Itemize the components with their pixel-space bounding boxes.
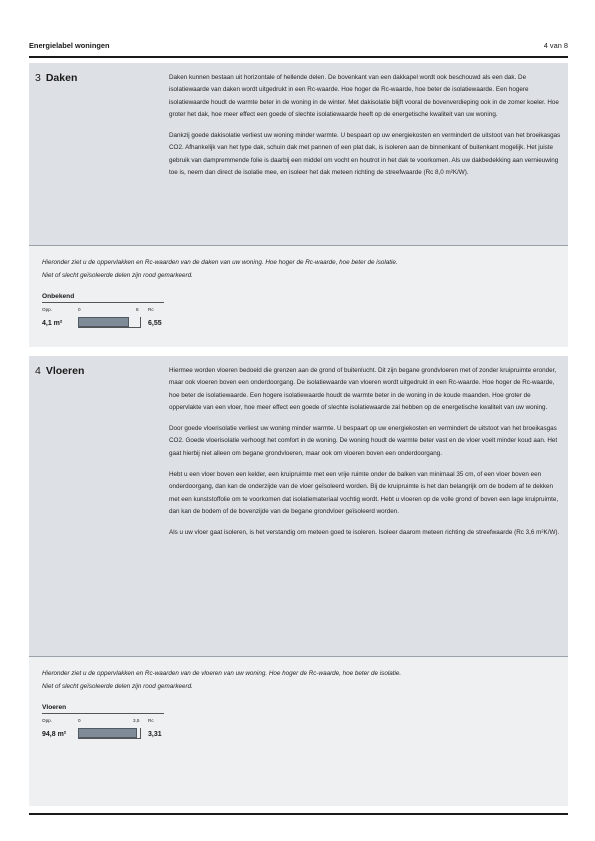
summary-note <box>42 668 552 693</box>
rc-meter <box>42 704 172 742</box>
section-title <box>35 365 84 377</box>
section-heading: Daken <box>45 72 78 84</box>
area-value: 4,1 m² <box>42 320 63 327</box>
section-text <box>169 365 561 549</box>
scale-max: 8 <box>136 307 139 312</box>
section-number: 4 <box>35 365 41 377</box>
paragraph: Hiermee worden vloeren bedoeld die grenzen aan de grond of buitenlucht. Dit zijn begane grondvloeren met of zonder kruipruimte eronder, maar ook vloeren boven een onderdoorgang. De isolatiewaarde van vloeren wordt uitgedrukt in een Rc-waarde. Hoe hoger de Rc-waarde, hoe beter de isolatiewaarde. Een hogere isolatiewaarde houdt de warmte beter in de woning in de koude maanden. Hoe groter de oppervlakte van een vloer, hoe meer effect een goede of slechte isolatiewaarde zal hebben op de energetische kwaliteit van uw woning. <box>169 367 557 411</box>
section-heading: Vloeren <box>45 365 85 377</box>
section-floors <box>29 356 568 806</box>
paragraph: Hebt u een vloer boven een kelder, een kruipruimte met een vrije ruimte onder de balken van minimaal 35 cm, of een vloer boven een onderdoorgang, dan kan de onderzijde van de vloer geïsoleerd worden. Bij de kruipruimte is het dan belangrijk om de bodem af te dekken met een kunststoffolie om te voorkomen dat isolatiemateriaal vochtig wordt. Hebt u vloeren op de volle grond of boven een lage kruipruimte, dan kan de bodem of de bovenzijde van de begane grondvloer geïsoleerd worden. <box>169 471 559 515</box>
rc-bar-track <box>78 317 141 328</box>
rc-value: 3,31 <box>148 731 162 738</box>
opp-label: Opp. <box>42 718 52 723</box>
document-title: Energielabel woningen <box>29 41 110 50</box>
area-value: 94,8 m² <box>42 731 67 738</box>
footer-rule <box>29 813 568 815</box>
scale-min: 0 <box>78 718 81 723</box>
summary-line: Hieronder ziet u de oppervlakken en Rc-waarden van de vloeren van uw woning. Hoe hoger de Rc-waarde, hoe beter de isolatie. <box>42 670 402 677</box>
header-rule <box>29 56 568 58</box>
paragraph: Daken kunnen bestaan uit horizontale of hellende delen. De bovenkant van een dakkapel wordt ook beschouwd als een dak. De isolatiewaarde van daken wordt uitgedrukt in een Rc-waarde. Hoe hoger de Rc-waarde, hoe beter de isolatiewaarde. Een hogere isolatiewaarde houdt de warmte beter in de woning in de winter. Met dakisolatie blijft vooral de bovenverdieping ook in de zomer koeler. Hoe groter het dak, hoe meer effect een goede of slechte isolatiewaarde heeft op de energetische kwaliteit van uw woning. <box>169 74 559 118</box>
scale-max: 3,5 <box>133 718 140 723</box>
meter-title: Vloeren <box>42 704 164 714</box>
summary-line: Niet of slecht geïsoleerde delen zijn rood gemarkeerd. <box>42 682 193 690</box>
opp-label: Opp. <box>42 307 52 312</box>
section-number: 3 <box>35 72 41 84</box>
meter-row <box>42 317 172 331</box>
rc-bar-fill <box>78 728 137 738</box>
rc-bar-track <box>78 728 141 739</box>
meter-labels <box>42 307 172 317</box>
section-floors-summary <box>29 657 568 806</box>
rc-label: Rc <box>148 307 154 312</box>
section-roofs-summary <box>29 246 568 347</box>
paragraph: Als u uw vloer gaat isoleren, is het verstandig om meteen goed te isoleren. Isoleer daarom meteen richting de streefwaarde (Rc 3,6 m²K/W). <box>169 529 560 537</box>
summary-note <box>42 257 552 282</box>
section-roofs <box>29 63 568 347</box>
rc-bar-fill <box>78 317 129 327</box>
page-header <box>29 41 568 53</box>
paragraph: Dankzij goede dakisolatie verliest uw woning minder warmte. U bespaart op uw energiekosten en vermindert de uitstoot van het broeikasgas CO2. Afhankelijk van het type dak, schuin dak met pannen of een plat dak, is isoleren aan de binnenkant of buitenkant mogelijk. Het juiste gebruik van dampremmende folie is daarbij een middel om vocht en houtrot in het dak te voorkomen. Als uw dakbedekking aan vernieuwing toe is, neem dan direct de isolatie mee, en isoleer het dak meteen richting de streefwaarde (Rc 8,0 m²K/W). <box>169 132 561 177</box>
summary-line: Niet of slecht geïsoleerde delen zijn rood gemarkeerd. <box>42 271 193 279</box>
rc-value: 6,55 <box>148 320 162 327</box>
meter-labels <box>42 718 172 728</box>
section-title <box>35 72 77 84</box>
section-text <box>169 72 561 188</box>
meter-row <box>42 728 172 742</box>
rc-meter <box>42 293 172 331</box>
summary-line: Hieronder ziet u de oppervlakken en Rc-waarden van de daken van uw woning. Hoe hoger de Rc-waarde, hoe beter de isolatie. <box>42 259 398 266</box>
page-number: 4 van 8 <box>543 41 568 50</box>
scale-min: 0 <box>78 307 81 312</box>
paragraph: Door goede vloerisolatie verliest uw woning minder warmte. U bespaart op uw energiekosten en vermindert de uitstoot van het broeikasgas CO2. Goede vloerisolatie verhoogt het comfort in de woning. De woning houdt de warmte beter vast en de vloer voelt minder koud aan. Het gaat hierbij niet alleen om begane grondvloeren, maar ook om vloeren boven een onderdoorgang. <box>169 425 558 457</box>
rc-label: Rc <box>148 718 154 723</box>
section-floors-body <box>29 356 568 656</box>
meter-title: Onbekend <box>42 293 164 303</box>
section-roofs-body <box>29 63 568 245</box>
